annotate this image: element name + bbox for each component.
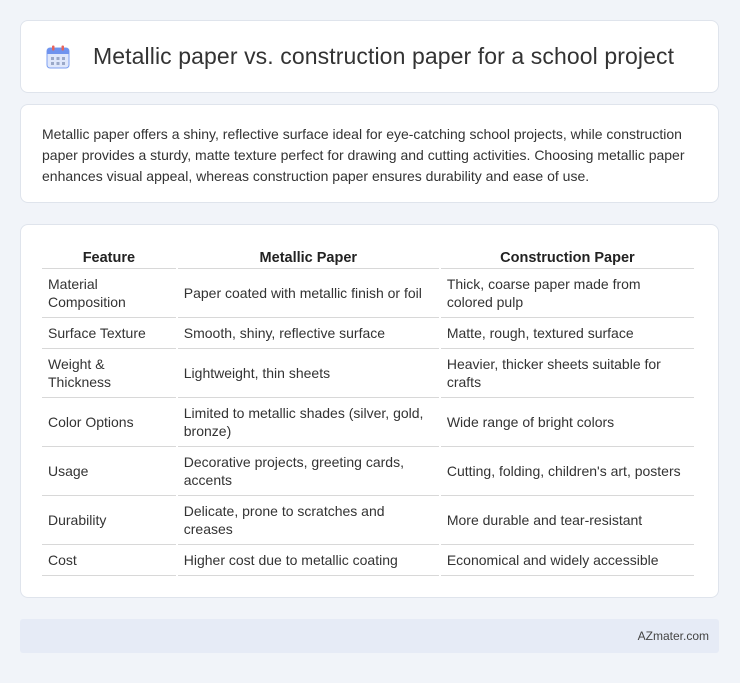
feature-cell: Weight & Thickness [42,349,176,398]
metallic-paper-cell: Smooth, shiny, reflective surface [178,318,439,349]
column-header-metallic-paper: Metallic Paper [178,244,439,269]
feature-cell: Durability [42,496,176,545]
column-header-construction-paper: Construction Paper [441,244,694,269]
metallic-paper-cell: Decorative projects, greeting cards, accents [178,447,439,496]
header-card [20,20,719,93]
summary-card [20,104,719,203]
table-row [42,447,694,496]
column-header-feature: Feature [42,244,176,269]
construction-paper-cell: Heavier, thicker sheets suitable for crafts [441,349,694,398]
comparison-table [40,244,696,576]
construction-paper-cell: Matte, rough, textured surface [441,318,694,349]
construction-paper-cell: More durable and tear-resistant [441,496,694,545]
table-row [42,349,694,398]
calendar-icon [45,44,71,70]
comparison-table-card [20,224,719,598]
footer-brand: AZmater.com [637,629,709,643]
page-title: Metallic paper vs. construction paper for a school project [93,43,675,69]
construction-paper-cell: Economical and widely accessible [441,545,694,576]
construction-paper-cell: Thick, coarse paper made from colored pulp [441,269,694,318]
table-row [42,398,694,447]
construction-paper-cell: Wide range of bright colors [441,398,694,447]
feature-cell: Color Options [42,398,176,447]
table-row [42,318,694,349]
metallic-paper-cell: Paper coated with metallic finish or foil [178,269,439,318]
construction-paper-cell: Cutting, folding, children's art, posters [441,447,694,496]
metallic-paper-cell: Limited to metallic shades (silver, gold, bronze) [178,398,439,447]
table-header-row [42,244,694,269]
metallic-paper-cell: Higher cost due to metallic coating [178,545,439,576]
table-row [42,496,694,545]
metallic-paper-cell: Lightweight, thin sheets [178,349,439,398]
feature-cell: Surface Texture [42,318,176,349]
metallic-paper-cell: Delicate, prone to scratches and creases [178,496,439,545]
feature-cell: Cost [42,545,176,576]
feature-cell: Usage [42,447,176,496]
footer-bar [20,619,719,653]
table-row [42,545,694,576]
feature-cell: Material Composition [42,269,176,318]
table-row [42,269,694,318]
summary-text: Metallic paper offers a shiny, reflective surface ideal for eye-catching school projects, while construction paper provides a sturdy, matte texture perfect for drawing and cutting activities. Choosing metallic paper enhances visual appeal, whereas construction paper ensures durability and ease of use. [42,126,685,184]
